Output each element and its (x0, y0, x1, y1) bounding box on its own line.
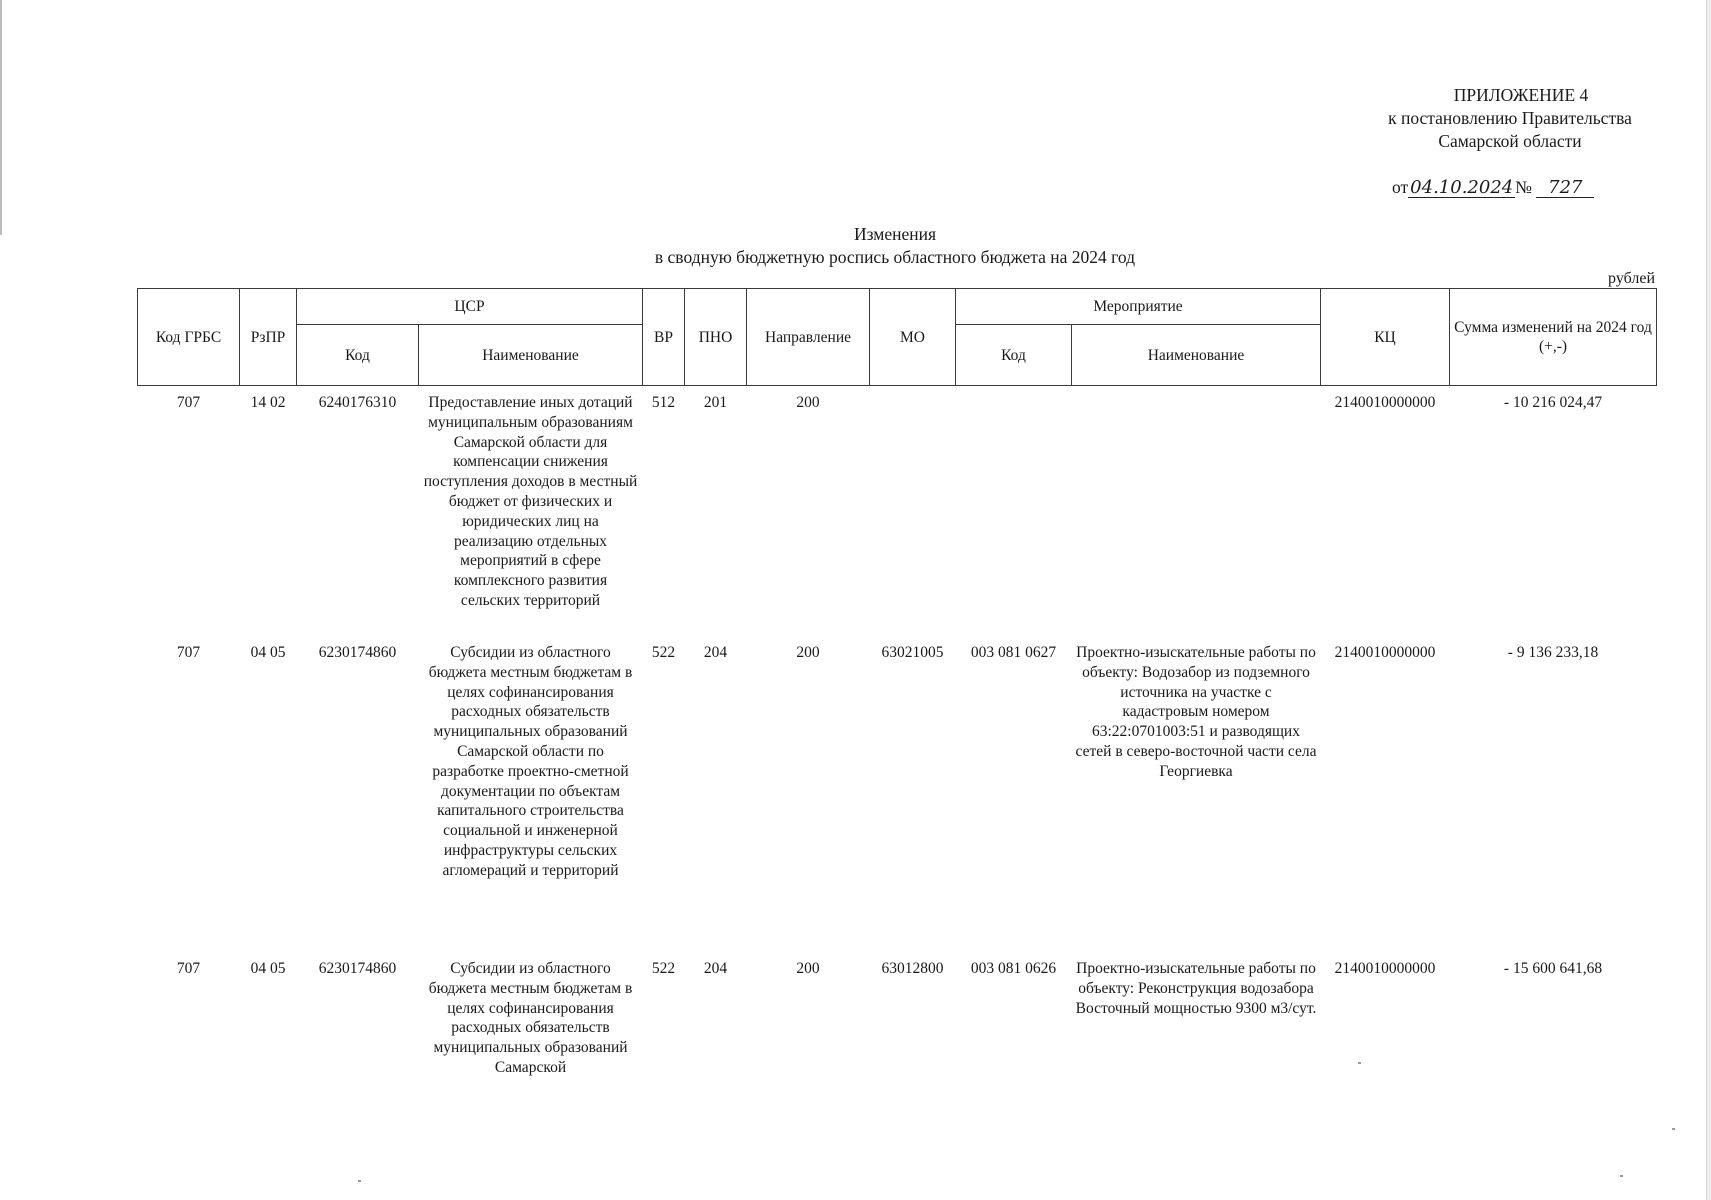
header-csr-code: Код (297, 325, 419, 386)
cell-event-name: Проектно-изыскательные работы по объекту: Водозабор из подземного источника на участке с кадастровым номером 63:22:0701003:51 и разводящих сетей в северо-восточной части села Георгиевка (1075, 644, 1317, 780)
cell-rzpr: 04 05 (250, 644, 286, 661)
cell-rzpr: 14 02 (250, 394, 286, 411)
cell-amount: - 10 216 024,47 (1503, 394, 1603, 411)
scan-speck (1358, 1062, 1361, 1064)
appendix-block (1300, 84, 1711, 153)
number-sign: № (1515, 177, 1532, 197)
header-event: Мероприятие (956, 289, 1321, 325)
cell-event-code (956, 386, 1072, 644)
header-mo: МО (870, 289, 956, 386)
header-grbs: Код ГРБС (138, 289, 240, 386)
scan-speck (1672, 1128, 1675, 1130)
cell-kc: 2140010000000 (1334, 394, 1436, 411)
date-prefix: от (1392, 177, 1409, 197)
header-csr-name: Наименование (419, 325, 643, 386)
title-line-1: Изменения (853, 224, 937, 244)
decree-date: 04.10.2024 (1410, 177, 1514, 198)
cell-grbs: 707 (176, 394, 201, 411)
cell-mo: 63021005 (881, 644, 944, 661)
scan-edge-right (1706, 0, 1711, 1200)
scan-speck (1620, 1175, 1623, 1177)
table-row (138, 959, 1657, 1129)
header-kc: КЦ (1321, 289, 1450, 386)
header-pno: ПНО (685, 289, 747, 386)
cell-grbs: 707 (176, 960, 201, 977)
appendix-region: Самарской области (1438, 131, 1582, 151)
title-line-2: в сводную бюджетную роспись областного бюджета на 2024 год (654, 247, 1136, 267)
cell-event-code: 003 081 0627 (970, 644, 1057, 661)
currency-unit: рублей (1608, 270, 1655, 287)
decree-number: 727 (1536, 179, 1594, 198)
cell-amount: - 15 600 641,68 (1503, 960, 1603, 977)
header-rzpr: РзПР (240, 289, 297, 386)
table-row (138, 386, 1657, 644)
cell-vr: 522 (651, 960, 676, 977)
cell-mo: 63012800 (881, 960, 944, 977)
header-event-code: Код (956, 325, 1072, 386)
cell-grbs: 707 (176, 644, 201, 661)
appendix-ref: к постановлению Правительства (1388, 108, 1632, 128)
cell-vr: 522 (651, 644, 676, 661)
cell-mo (870, 386, 956, 644)
cell-csr-name: Субсидии из областного бюджета местным бюджетам в целях софинансирования расходных обязательств муниципальных образований Самарской (428, 960, 633, 1076)
scan-speck (358, 1180, 361, 1182)
cell-direction: 200 (796, 960, 820, 977)
appendix-title: ПРИЛОЖЕНИЕ 4 (1453, 85, 1589, 105)
cell-amount: - 9 136 233,18 (1507, 644, 1599, 661)
header-csr: ЦСР (297, 289, 643, 325)
cell-pno: 204 (703, 960, 728, 977)
cell-csr-code: 6230174860 (318, 960, 397, 977)
cell-rzpr: 04 05 (250, 960, 286, 977)
header-event-name: Наименование (1072, 325, 1321, 386)
header-vr: ВР (643, 289, 685, 386)
document-title (560, 223, 1230, 269)
cell-csr-name: Субсидии из областного бюджета местным бюджетам в целях софинансирования расходных обязательств муниципальных образований Самарской области по разработке проектно-сметной документации по объектам капитального строительства социальной и инженерной инфраструктуры сельских агломераций и территорий (428, 644, 633, 879)
cell-vr: 512 (651, 394, 676, 411)
cell-event-name: Проектно-изыскательные работы по объекту: Реконструкция водозабора Восточный мощностью 9300 м3/сут. (1075, 960, 1317, 1017)
cell-csr-code: 6240176310 (318, 394, 397, 411)
scan-edge-left (0, 0, 2, 235)
header-amount: Сумма изменений на 2024 год (+,-) (1450, 289, 1657, 386)
budget-changes-table (137, 288, 1657, 1129)
cell-pno: 204 (703, 644, 728, 661)
cell-event-name (1072, 386, 1321, 644)
table-row (138, 643, 1657, 959)
cell-direction: 200 (796, 394, 820, 411)
cell-direction: 200 (796, 644, 820, 661)
cell-pno: 201 (703, 394, 728, 411)
header-direction: Направление (747, 289, 870, 386)
decree-date-number (1392, 177, 1594, 198)
cell-csr-code: 6230174860 (318, 644, 397, 661)
cell-kc: 2140010000000 (1334, 644, 1436, 661)
cell-event-code: 003 081 0626 (970, 960, 1057, 977)
cell-kc: 2140010000000 (1334, 960, 1436, 977)
cell-csr-name: Предоставление иных дотаций муниципальным образованиям Самарской области для компенсации снижения поступления доходов в местный бюджет от физических и юридических лиц на реализацию отдельных мероприятий в сфере комплексного развития сельских территорий (423, 394, 638, 609)
